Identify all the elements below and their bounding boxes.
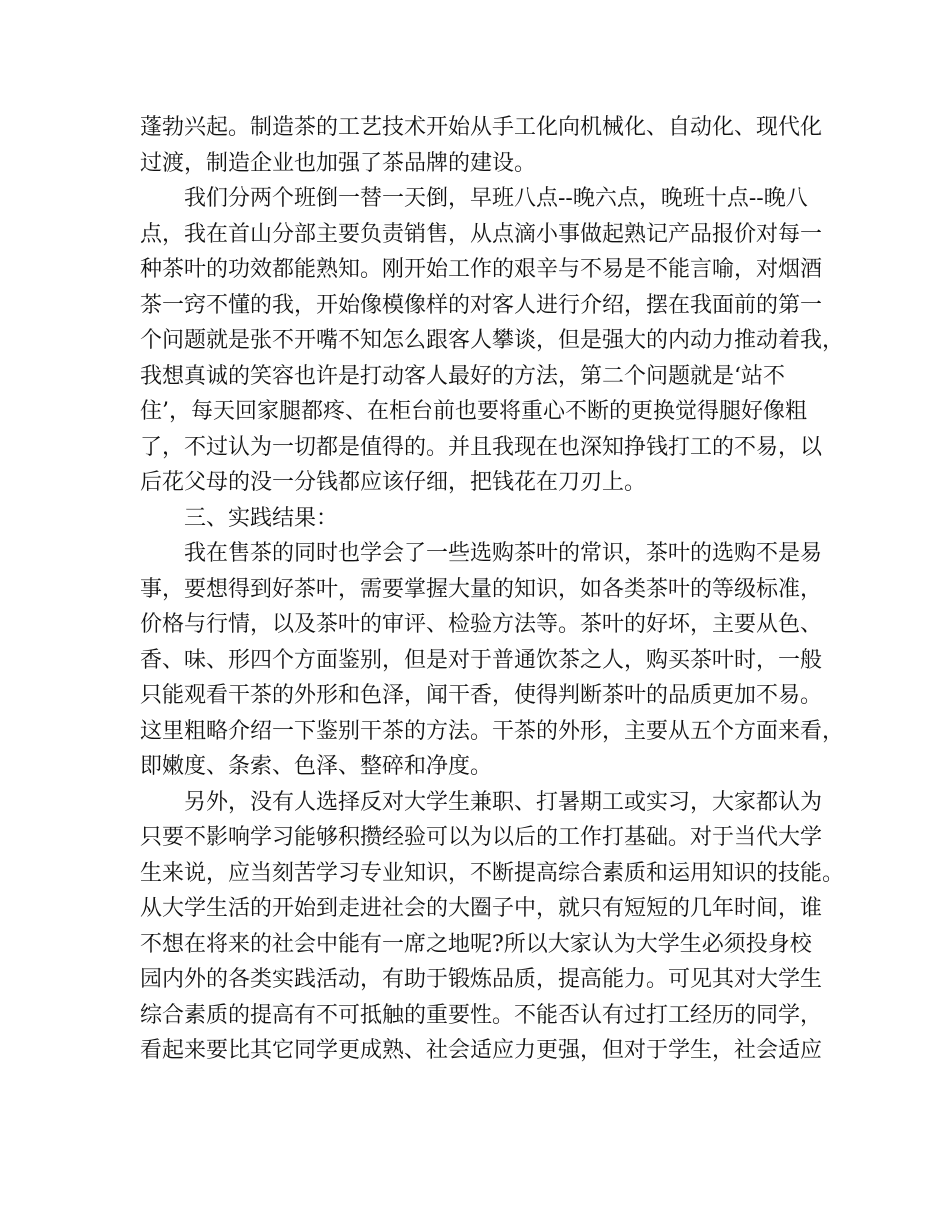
text-line: 价格与行情，以及茶叶的审评、检验方法等。茶叶的好坏，主要从色、: [140, 612, 823, 637]
text-line: 香、味、形四个方面鉴别，但是对于普通饮茶之人，购买茶叶时，一般: [140, 647, 823, 673]
text-line: 这里粗略介绍一下鉴别干茶的方法。干茶的外形，主要从五个方面来看，: [140, 718, 845, 744]
text-line: 我们分两个班倒一替一天倒，早班八点--晚六点，晚班十点--晚八: [184, 186, 808, 211]
text-line: 生来说，应当刻苦学习专业知识，不断提高综合素质和运用知识的技能。: [140, 860, 845, 886]
text-line: 个问题就是张不开嘴不知怎么跟客人攀谈，但是强大的内动力推动着我，: [140, 328, 845, 353]
text-line: 蓬勃兴起。制造茶的工艺技术开始从手工化向机械化、自动化、现代化: [140, 115, 823, 140]
text-line: 茶一窍不懂的我，开始像模像样的对客人进行介绍，摆在我面前的第一: [140, 292, 823, 318]
text-line: 不想在将来的社会中能有一席之地呢?所以大家认为大学生必须投身校: [140, 931, 812, 957]
text-line: 从大学生活的开始到走进社会的大圈子中，就只有短短的几年时间，谁: [140, 896, 823, 921]
text-line: 看起来要比其它同学更成熟、社会适应力更强，但对于学生，社会适应: [140, 1038, 823, 1063]
text-line: 事，要想得到好茶叶，需要掌握大量的知识，如各类茶叶的等级标准，: [140, 576, 823, 602]
text-line: 我想真诚的笑容也许是打动客人最好的方法，第二个问题就是‘站不: [140, 363, 785, 389]
text-line: 种茶叶的功效都能熟知。刚开始工作的艰辛与不易是不能言喻，对烟酒: [140, 257, 823, 282]
text-line: 即嫩度、条索、色泽、整碎和净度。: [140, 754, 493, 779]
text-line: 只能观看干茶的外形和色泽，闻干香，使得判断茶叶的品质更加不易。: [140, 683, 823, 708]
text-line: 后花父母的没一分钱都应该仔细，把钱花在刀刃上。: [140, 470, 647, 495]
text-line: 点，我在首山分部主要负责销售，从点滴小事做起熟记产品报价对每一: [140, 221, 823, 247]
text-line: 住’，每天回家腿都疼、在柜台前也要将重心不断的更换觉得腿好像粗: [140, 399, 807, 424]
document-body: [140, 110, 845, 1069]
text-line: 过渡，制造企业也加强了茶品牌的建设。: [140, 150, 537, 176]
text-line: 综合素质的提高有不可抵触的重要性。不能否认有过打工经历的同学，: [140, 1002, 823, 1028]
text-line: 园内外的各类实践活动，有助于锻炼品质，提高能力。可见其对大学生: [140, 967, 823, 992]
text-line: 我在售茶的同时也学会了一些选购茶叶的常识，茶叶的选购不是易: [184, 541, 823, 566]
text-line: 三、实践结果：: [184, 505, 339, 531]
text-line: 只要不影响学习能够积攒经验可以为以后的工作打基础。对于当代大学: [140, 825, 823, 850]
text-line: 了，不过认为一切都是值得的。并且我现在也深知挣钱打工的不易，以: [140, 434, 823, 460]
text-line: 另外，没有人选择反对大学生兼职、打暑期工或实习，大家都认为: [184, 789, 823, 815]
